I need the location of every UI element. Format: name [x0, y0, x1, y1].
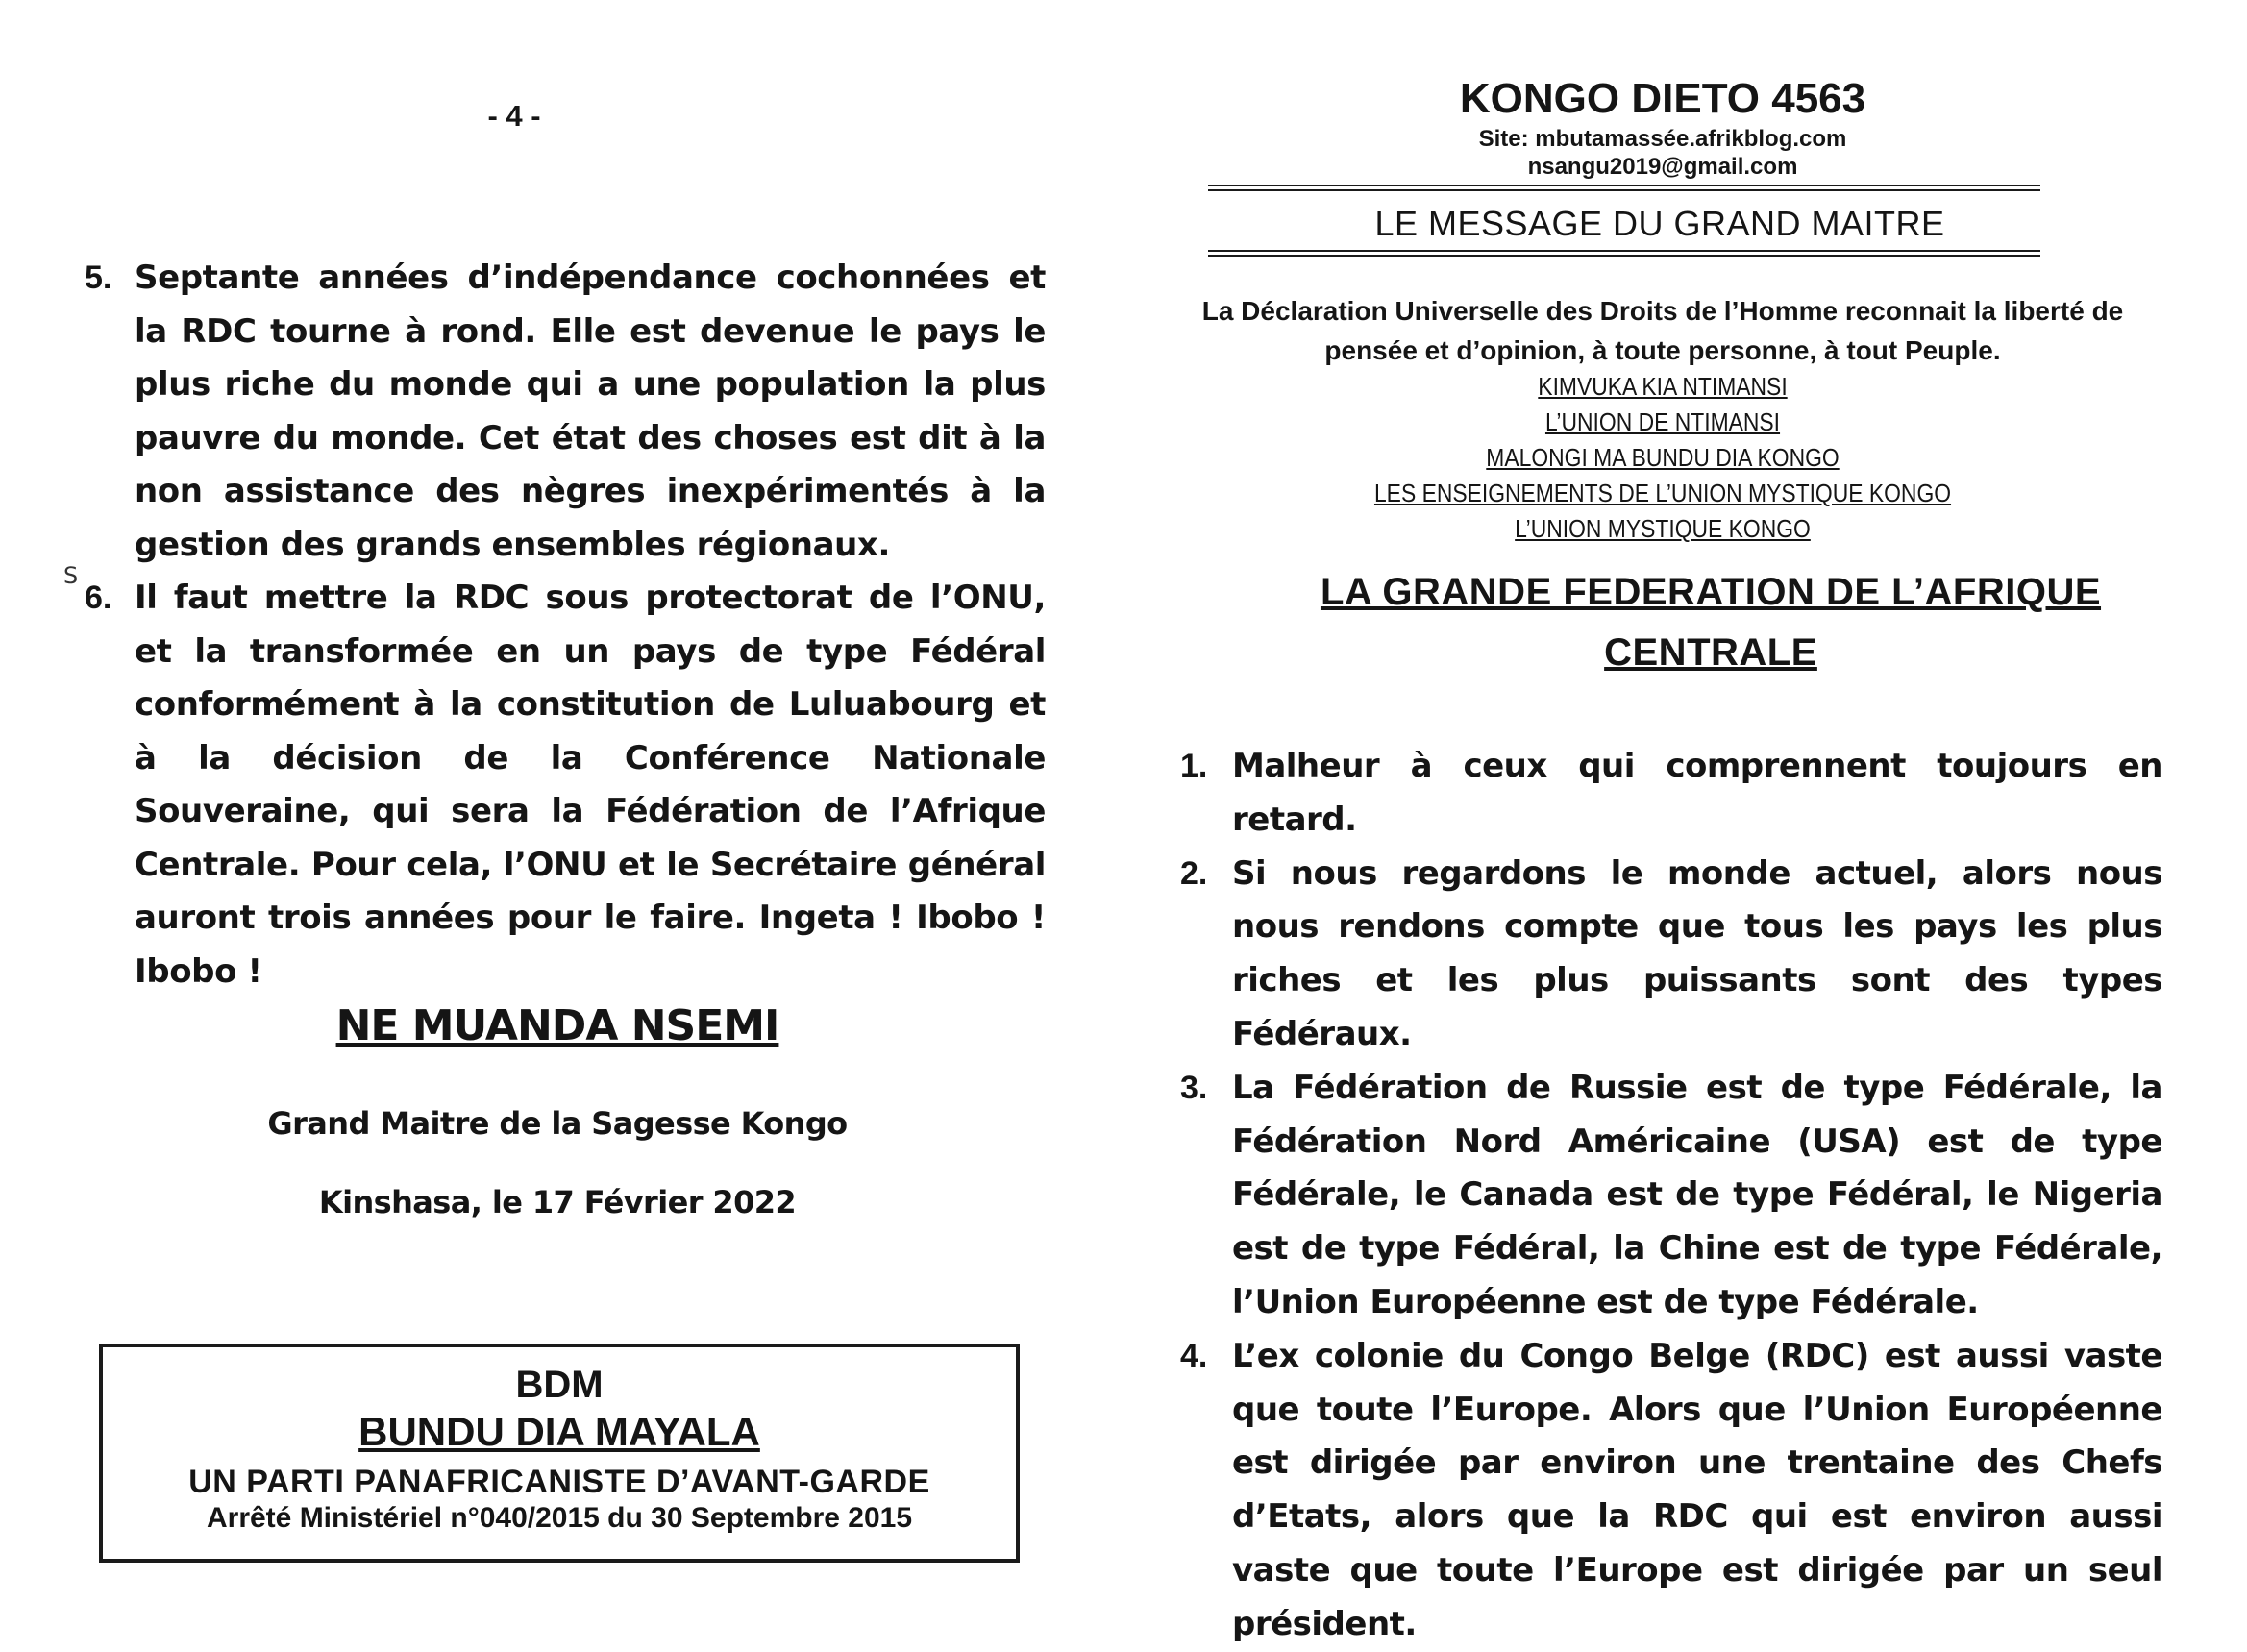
underlined-title-enseignements: LES ENSEIGNEMENTS DE L’UNION MYSTIQUE KONGO [1373, 479, 1952, 507]
list-item [85, 252, 1046, 572]
list-item [1180, 1330, 2162, 1652]
underlined-title-malongi: MALONGI MA BUNDU DIA KONGO [1486, 443, 1840, 472]
list-item-text: L’ex colonie du Congo Belge (RDC) est aussi vaste que toute l’Europe. Alors que l’Union Européenne est dirigée par environ une trentaine des Chefs d’Etats, alors que la RDC qui est environ aussi vaste que toute l’Europe est dirigée par un seul président. [1232, 1336, 2162, 1643]
list-item-text: Septante années d’indépendance cochonnées et la RDC tourne à rond. Elle est devenue le pays le plus riche du monde qui a une population la plus pauvre du monde. Cet état des choses est dit à la non assistance des nègres inexpérimentés à la gestion des grands ensembles régionaux. [135, 259, 1046, 564]
underlined-title-union-mystique: L’UNION MYSTIQUE KONGO [1515, 514, 1811, 543]
list-item-text: La Fédération de Russie est de type Fédérale, la Fédération Nord Américaine (USA) est de type Fédérale, le Canada est de type Fédéral, le Nigeria est de type Fédéral, la Chine est de type Fédérale, l’Union Européenne est de type Fédérale. [1232, 1068, 2162, 1321]
right-numbered-list [1180, 740, 2162, 1652]
left-numbered-list [85, 252, 1046, 999]
divider-top [1208, 185, 2040, 191]
list-item-number: 3. [1180, 1069, 1208, 1106]
signature-name: NE MUANDA NSEMI [335, 1001, 779, 1050]
publication-site: Site: mbutamassée.afrikblog.com [1478, 126, 1847, 152]
underlined-title-union-ntimansi: L’UNION DE NTIMANSI [1544, 407, 1781, 436]
list-item-number: 6. [85, 579, 112, 616]
divider-bottom [1208, 250, 2040, 257]
list-item [1180, 740, 2162, 848]
intro-paragraph: La Déclaration Universelle des Droits de l’Homme reconnait la liberté de pensée et d’opinion, à toute personne, à tout Peuple. [1201, 296, 2124, 365]
list-item-number: 2. [1180, 854, 1208, 892]
publication-email: nsangu2019@gmail.com [1527, 154, 1798, 180]
publication-title: KONGO DIETO 4563 [1459, 75, 1866, 122]
list-item-text: Malheur à ceux qui comprennent toujours en retard. [1232, 747, 2162, 839]
party-box [99, 1344, 1020, 1563]
list-item [1180, 1062, 2162, 1330]
list-item-text: Si nous regardons le monde actuel, alors nous nous rendons compte que tous les pays les plus riches et les plus puissants sont des types Fédéraux. [1232, 853, 2162, 1053]
list-item-number: 4. [1180, 1337, 1208, 1374]
party-tagline: UN PARTI PANAFRICANISTE D’AVANT-GARDE [188, 1464, 930, 1500]
underlined-title-kimvuka: KIMVUKA KIA NTIMANSI [1538, 372, 1788, 401]
main-title: LA GRANDE FEDERATION DE L’AFRIQUE CENTRALE [1320, 571, 2102, 674]
page-number: - 4 - [487, 99, 541, 133]
list-item-number: 5. [85, 259, 112, 296]
party-acronym: BDM [515, 1364, 604, 1406]
list-item [1180, 848, 2162, 1062]
signature-place-date: Kinshasa, le 17 Février 2022 [318, 1184, 797, 1221]
list-item [85, 572, 1046, 999]
list-item-number: 1. [1180, 748, 1208, 784]
party-decree: Arrêté Ministériel n°040/2015 du 30 Septembre 2015 [206, 1502, 913, 1534]
list-item-text: Il faut mettre la RDC sous protectorat de l’ONU, et la transformée en un pays de type Fédéral conformément à la constitution de Luluabourg et à la décision de la Conférence Nationale Souveraine, qui sera la Fédération de l’Afrique Centrale. Pour cela, l’ONU et le Secrétaire général auront trois années pour le faire. Ingeta ! Ibobo ! Ibobo ! [135, 579, 1046, 991]
section-heading: LE MESSAGE DU GRAND MAITRE [1374, 204, 1945, 243]
party-name: BUNDU DIA MAYALA [358, 1409, 760, 1454]
signature-title: Grand Maitre de la Sagesse Kongo [267, 1105, 848, 1142]
margin-mark: S [63, 562, 79, 589]
